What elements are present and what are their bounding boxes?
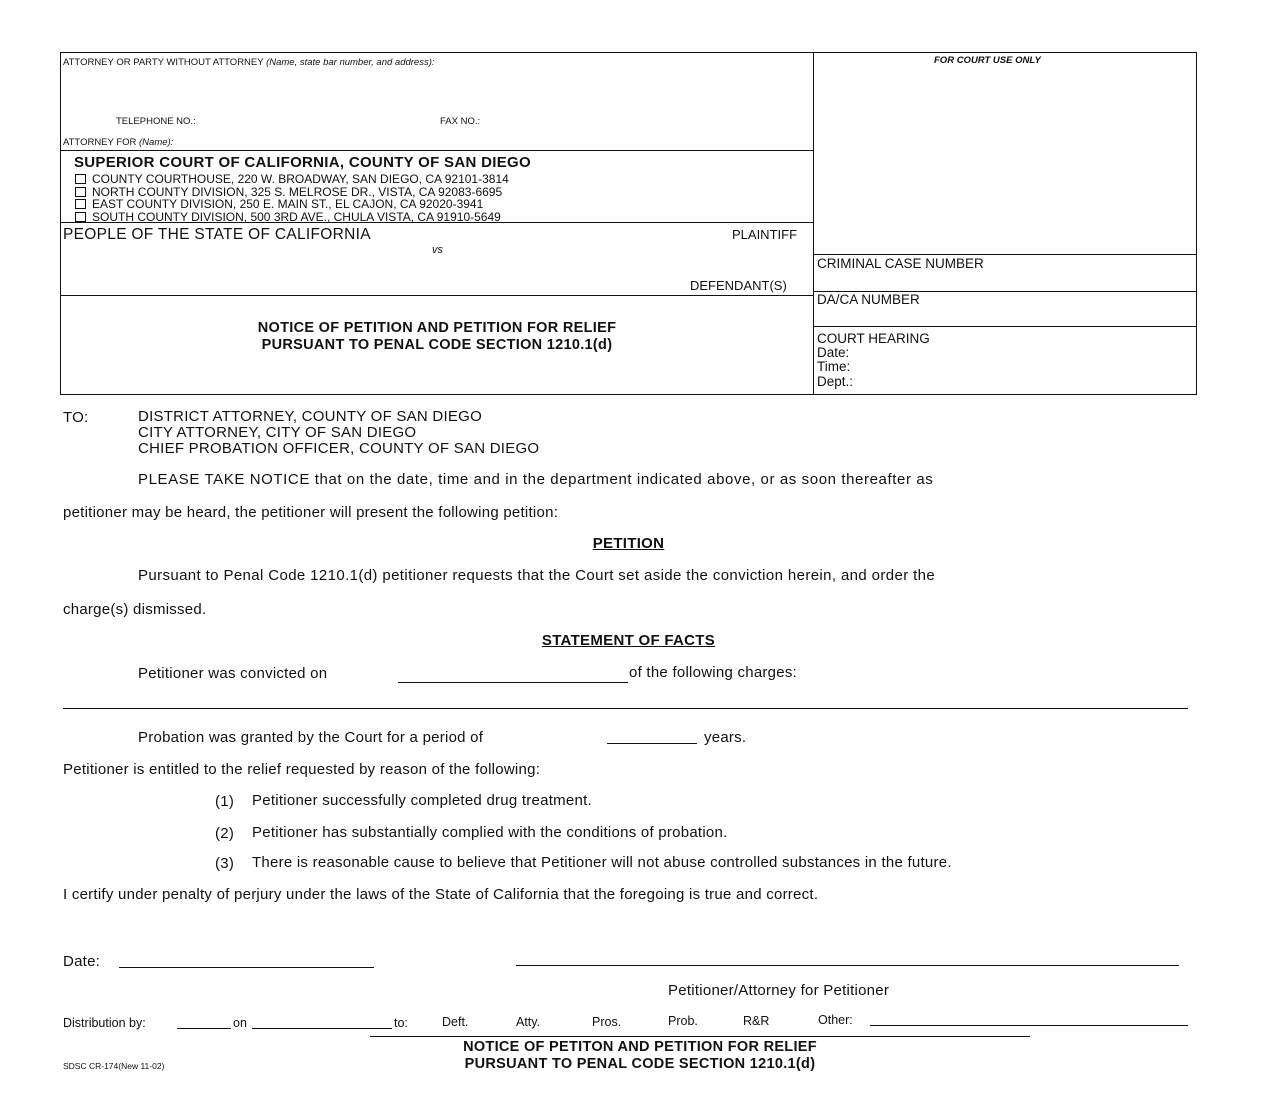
- distribution-by-label: Distribution by:: [63, 1016, 146, 1030]
- attorney-for-hint: (Name):: [139, 137, 174, 148]
- recipient-prob[interactable]: Prob.: [668, 1014, 698, 1028]
- attorney-label: [63, 57, 435, 68]
- checkbox[interactable]: [75, 199, 86, 209]
- distribution-to-label: to:: [394, 1016, 408, 1030]
- caption-divider: [813, 52, 814, 395]
- daca-label: DA/CA NUMBER: [817, 292, 920, 307]
- location-option[interactable]: [75, 197, 483, 211]
- probation-suffix: years.: [704, 729, 747, 746]
- certify-text: I certify under penalty of perjury under the laws of the State of California that the foregoing is true and correct.: [63, 886, 819, 903]
- attorney-for-label: [63, 137, 173, 148]
- plaintiff-label: PLAINTIFF: [732, 227, 798, 242]
- recipient-line: CHIEF PROBATION OFFICER, COUNTY OF SAN DIEGO: [138, 440, 540, 457]
- plaintiff-name: PEOPLE OF THE STATE OF CALIFORNIA: [63, 226, 371, 243]
- rule-attorney-bottom: [60, 150, 814, 151]
- daca-input[interactable]: [817, 308, 1193, 324]
- reason-text: Petitioner successfully completed drug treatment.: [252, 792, 592, 809]
- reason-text: There is reasonable cause to believe that Petitioner will not abuse controlled substances in the future.: [252, 854, 952, 871]
- facts-heading: STATEMENT OF FACTS: [541, 632, 716, 649]
- attorney-for-text: ATTORNEY FOR: [63, 137, 137, 148]
- convicted-suffix: of the following charges:: [629, 664, 798, 681]
- signature-line[interactable]: [516, 965, 1179, 966]
- take-notice-line-1: PLEASE TAKE NOTICE that on the date, time and in the department indicated above, or as soon thereafter as: [138, 471, 934, 488]
- location-text: EAST COUNTY DIVISION, 250 E. MAIN ST., EL CAJON, CA 92020-3941: [92, 197, 484, 211]
- signer-label: Petitioner/Attorney for Petitioner: [668, 982, 890, 999]
- recipient-line: DISTRICT ATTORNEY, COUNTY OF SAN DIEGO: [138, 408, 482, 425]
- criminal-case-label: CRIMINAL CASE NUMBER: [817, 256, 984, 271]
- form-title-line-1: NOTICE OF PETITION AND PETITION FOR RELIEF: [257, 320, 617, 336]
- attorney-label-text: ATTORNEY OR PARTY WITHOUT ATTORNEY: [63, 57, 264, 68]
- distribution-on-input[interactable]: [252, 1028, 392, 1029]
- reason-number: (3): [215, 855, 235, 872]
- location-option[interactable]: [75, 172, 509, 186]
- fax-label: FAX NO.:: [440, 116, 481, 127]
- criminal-case-input[interactable]: [817, 272, 1193, 288]
- other-input[interactable]: [870, 1025, 1188, 1026]
- conviction-date-input[interactable]: [398, 682, 628, 683]
- convicted-prefix: Petitioner was convicted on: [138, 665, 328, 682]
- telephone-input[interactable]: [196, 114, 426, 128]
- petition-line-1: Pursuant to Penal Code 1210.1(d) petitioner requests that the Court set aside the conviction herein, and order the: [138, 567, 936, 584]
- date-input[interactable]: [119, 967, 374, 968]
- probation-prefix: Probation was granted by the Court for a period of: [138, 729, 484, 746]
- rule-court-use-bottom: [813, 254, 1197, 255]
- attorney-input[interactable]: [63, 72, 803, 112]
- entitled-text: Petitioner is entitled to the relief requested by reason of the following:: [63, 761, 541, 778]
- reason-number: (2): [215, 825, 235, 842]
- location-text: SOUTH COUNTY DIVISION, 500 3RD AVE., CHULA VISTA, CA 91910-5649: [92, 210, 501, 224]
- telephone-label: TELEPHONE NO.:: [116, 116, 196, 127]
- reason-text: Petitioner has substantially complied with the conditions of probation.: [252, 824, 728, 841]
- footer-title: [340, 1039, 940, 1073]
- take-notice-line-2: petitioner may be heard, the petitioner will present the following petition:: [63, 504, 559, 521]
- court-hearing-label: COURT HEARING: [817, 331, 930, 346]
- checkbox[interactable]: [75, 174, 86, 184]
- attorney-hint-text: (Name, state bar number, and address):: [266, 57, 435, 68]
- to-label: TO:: [63, 409, 89, 426]
- hearing-dept-label: Dept.:: [817, 374, 854, 389]
- other-label: Other:: [818, 1013, 853, 1027]
- hearing-date-label: Date:: [817, 345, 850, 360]
- reason-number: (1): [215, 793, 235, 810]
- footer-rule: [370, 1036, 1030, 1037]
- form-title: [62, 320, 812, 354]
- recipient-pros[interactable]: Pros.: [592, 1015, 622, 1029]
- charges-input[interactable]: [63, 708, 1188, 709]
- distribution-by-input[interactable]: [177, 1028, 231, 1029]
- form-number: SDSC CR-174(New 11-02): [63, 1061, 165, 1071]
- distribution-on-label: on: [233, 1016, 247, 1030]
- location-text: COUNTY COURTHOUSE, 220 W. BROADWAY, SAN DIEGO, CA 92101-3814: [92, 172, 509, 186]
- petition-heading: PETITION: [592, 535, 665, 552]
- court-use-label: FOR COURT USE ONLY: [934, 55, 1041, 66]
- defendant-input[interactable]: [63, 260, 683, 290]
- form-title-line-2: PURSUANT TO PENAL CODE SECTION 1210.1(d): [261, 337, 613, 353]
- recipient-deft[interactable]: Deft.: [442, 1015, 469, 1029]
- defendant-label: DEFENDANT(S): [690, 278, 787, 293]
- recipient-line: CITY ATTORNEY, CITY OF SAN DIEGO: [138, 424, 417, 441]
- checkbox[interactable]: [75, 187, 86, 197]
- footer-title-line-2: PURSUANT TO PENAL CODE SECTION 1210.1(d): [464, 1056, 816, 1072]
- hearing-time-label: Time:: [817, 359, 851, 374]
- fax-input[interactable]: [496, 114, 796, 128]
- location-option[interactable]: [75, 210, 501, 224]
- vs-label: vs: [432, 244, 443, 256]
- checkbox[interactable]: [75, 212, 86, 222]
- petition-line-2: charge(s) dismissed.: [63, 601, 207, 618]
- location-text: NORTH COUNTY DIVISION, 325 S. MELROSE DR., VISTA, CA 92083-6695: [92, 185, 503, 199]
- court-name: SUPERIOR COURT OF CALIFORNIA, COUNTY OF SAN DIEGO: [74, 154, 531, 171]
- probation-years-input[interactable]: [607, 743, 697, 744]
- recipient-rr[interactable]: R&R: [743, 1014, 770, 1028]
- rule-parties-bottom: [60, 295, 814, 296]
- date-label: Date:: [63, 953, 101, 970]
- recipient-atty[interactable]: Atty.: [516, 1015, 541, 1029]
- footer-title-line-1: NOTICE OF PETITON AND PETITION FOR RELIEF: [463, 1039, 817, 1055]
- rule-daca-bottom: [813, 326, 1197, 327]
